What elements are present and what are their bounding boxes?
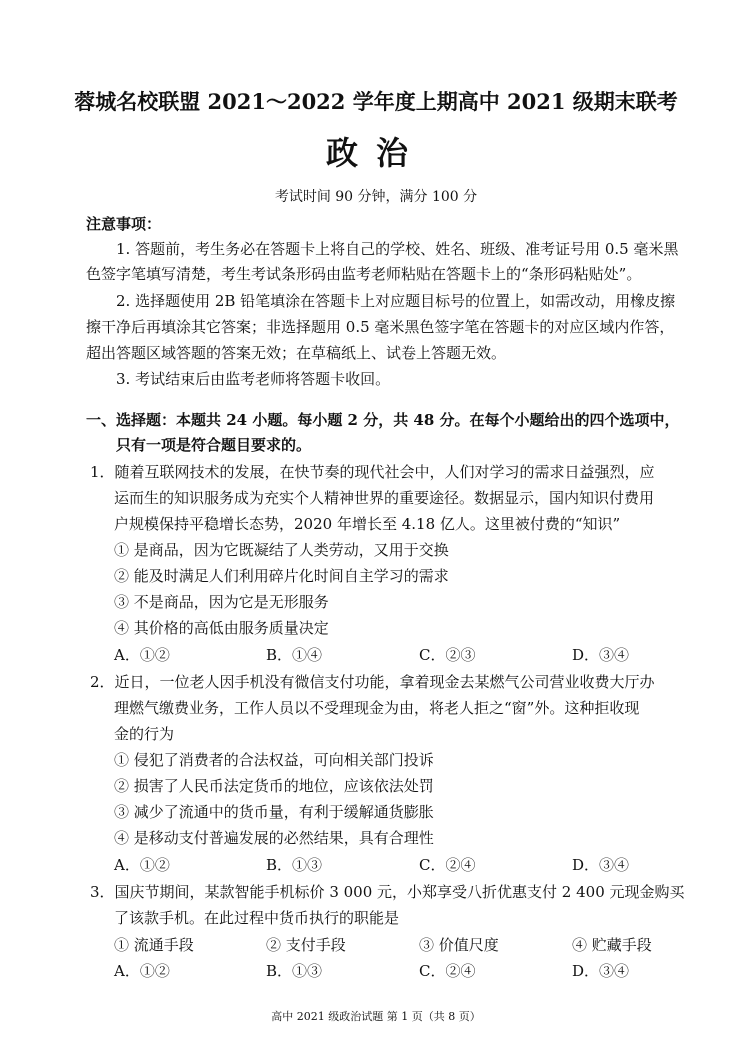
- notice-line: 擦干净后再填涂其它答案；非选择题用 0.5 毫米黑色签字笔在答题卡的对应区域内作答，: [86, 318, 675, 336]
- question-3-stem: 了该款手机。在此过程中货币执行的职能是: [114, 909, 400, 927]
- choice-c: C．②④: [419, 856, 476, 874]
- notice-heading: 注意事项：: [86, 215, 162, 233]
- notice-line: 3. 考试结束后由监考老师将答题卡收回。: [116, 370, 391, 388]
- subject-title: 政治: [325, 134, 426, 172]
- question-2-stem: 2．近日，一位老人因手机没有微信支付功能，拿着现金去某燃气公司营业收费大厅办: [90, 673, 655, 691]
- exam-title: 蓉城名校联盟 2021～2022 学年度上期高中 2021 级期末联考: [74, 89, 678, 114]
- question-2-stem: 理燃气缴费业务，工作人员以不受理现金为由，将老人拒之“窗”外。这种拒收现: [114, 699, 640, 717]
- question-3-item: ② 支付手段: [266, 936, 346, 954]
- question-2-item: ② 损害了人民币法定货币的地位，应该依法处罚: [114, 777, 434, 795]
- notice-line: 2. 选择题使用 2B 铅笔填涂在答题卡上对应题目标号的位置上，如需改动，用橡皮擦: [116, 292, 676, 310]
- question-2-stem: 金的行为: [114, 725, 175, 743]
- section-heading-cont: 只有一项是符合题目要求的。: [116, 436, 312, 454]
- notice-line: 色签字笔填写清楚，考生考试条形码由监考老师粘贴在答题卡上的“条形码粘贴处”。: [86, 265, 642, 283]
- section-heading: 一、选择题：本题共 24 小题。每小题 2 分，共 48 分。在每个小题给出的四个选项中，: [86, 411, 680, 429]
- question-1-stem: 运而生的知识服务成为充实个人精神世界的重要途径。数据显示，国内知识付费用: [114, 489, 655, 507]
- choice-b: B．①③: [266, 962, 323, 980]
- choice-a: A．①②: [114, 646, 170, 664]
- choice-b: B．①④: [266, 646, 323, 664]
- question-3-item: ① 流通手段: [114, 936, 194, 954]
- question-3-item: ③ 价值尺度: [419, 936, 499, 954]
- question-2-item: ① 侵犯了消费者的合法权益，可向相关部门投诉: [114, 751, 434, 769]
- exam-time-info: 考试时间 90 分钟，满分 100 分: [274, 189, 478, 205]
- question-1-item: ③ 不是商品，因为它是无形服务: [114, 593, 329, 611]
- choice-a: A．①②: [114, 962, 170, 980]
- question-1-item: ② 能及时满足人们利用碎片化时间自主学习的需求: [114, 567, 449, 585]
- choice-c: C．②③: [419, 646, 476, 664]
- choice-c: C．②④: [419, 962, 476, 980]
- question-1-stem: 1．随着互联网技术的发展，在快节奏的现代社会中，人们对学习的需求日益强烈，应: [90, 463, 655, 481]
- notice-line: 超出答题区域答题的答案无效；在草稿纸上、试卷上答题无效。: [86, 344, 507, 362]
- question-1-item: ④ 其价格的高低由服务质量决定: [114, 619, 329, 637]
- page-footer: 高中 2021 级政治试题 第 1 页（共 8 页）: [271, 1010, 481, 1023]
- choice-d: D．③④: [572, 962, 630, 980]
- question-1-stem: 户规模保持平稳增长态势，2020 年增长至 4.18 亿人。这里被付费的“知识”: [114, 515, 621, 533]
- question-3-stem: 3．国庆节期间，某款智能手机标价 3 000 元，小郑享受八折优惠支付 2 400 元现金购买: [90, 883, 685, 901]
- choice-a: A．①②: [114, 856, 170, 874]
- question-3-item: ④ 贮藏手段: [572, 936, 652, 954]
- question-1-item: ① 是商品，因为它既凝结了人类劳动，又用于交换: [114, 541, 449, 559]
- choice-b: B．①③: [266, 856, 323, 874]
- notice-line: 1. 答题前，考生务必在答题卡上将自己的学校、姓名、班级、准考证号用 0.5 毫米黑: [116, 240, 679, 258]
- question-2-item: ④ 是移动支付普遍发展的必然结果，具有合理性: [114, 829, 434, 847]
- choice-d: D．③④: [572, 646, 630, 664]
- choice-d: D．③④: [572, 856, 630, 874]
- question-2-item: ③ 减少了流通中的货币量，有利于缓解通货膨胀: [114, 803, 434, 821]
